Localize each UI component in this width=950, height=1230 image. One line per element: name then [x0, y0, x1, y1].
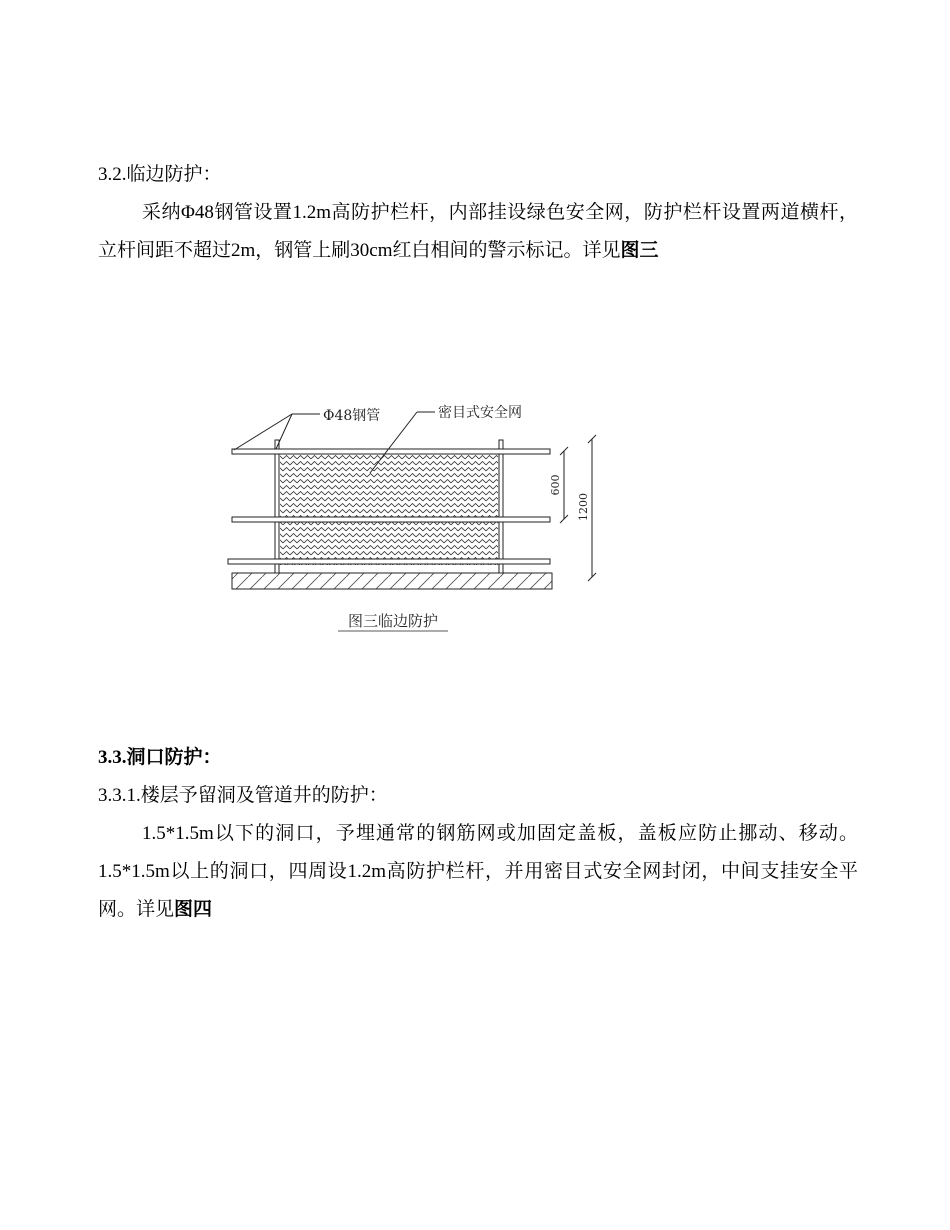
ground-slab [232, 573, 552, 589]
top-rail [232, 449, 550, 454]
section-3-2-body [98, 194, 858, 270]
section-3-2-text: 采纳Φ48钢管设置1.2m高防护栏杆，内部挂设绿色安全网，防护栏杆设置两道横杆，立杆间距不超过2m，钢管上刷30cm红白相间的警示标记。详见 [98, 202, 858, 261]
bottom-rail [228, 559, 550, 564]
middle-rail [232, 517, 550, 522]
net-label: 密目式安全网 [438, 405, 522, 421]
figure-3-reference: 图三 [620, 240, 659, 261]
figure-4-reference: 图四 [174, 899, 213, 920]
post-right [499, 440, 503, 573]
dim-600-label: 600 [549, 474, 562, 496]
section-3-3-heading: 3.3.洞口防护： [98, 747, 222, 768]
pipe-label: Φ48钢管 [323, 408, 381, 424]
dim-1200-label: 1200 [577, 493, 590, 521]
section-3-2-heading: 3.2.临边防护： [98, 164, 222, 185]
section-3-3-1-body [98, 815, 858, 929]
section-3-3-1-text: 1.5*1.5m以下的洞口，予埋通常的钢筋网或加固定盖板，盖板应防止挪动、移动。1.5*1.5m以上的洞口，四周设1.2m高防护栏杆，并用密目式安全网封闭，中间支挂安全平网。详见 [98, 823, 858, 920]
safety-net [280, 450, 498, 565]
post-left [275, 440, 279, 573]
section-3-3-1-heading: 3.3.1.楼层予留洞及管道井的防护： [98, 785, 388, 806]
figure-caption: 图三临边防护 [347, 612, 439, 630]
guardrail-figure [220, 395, 620, 635]
